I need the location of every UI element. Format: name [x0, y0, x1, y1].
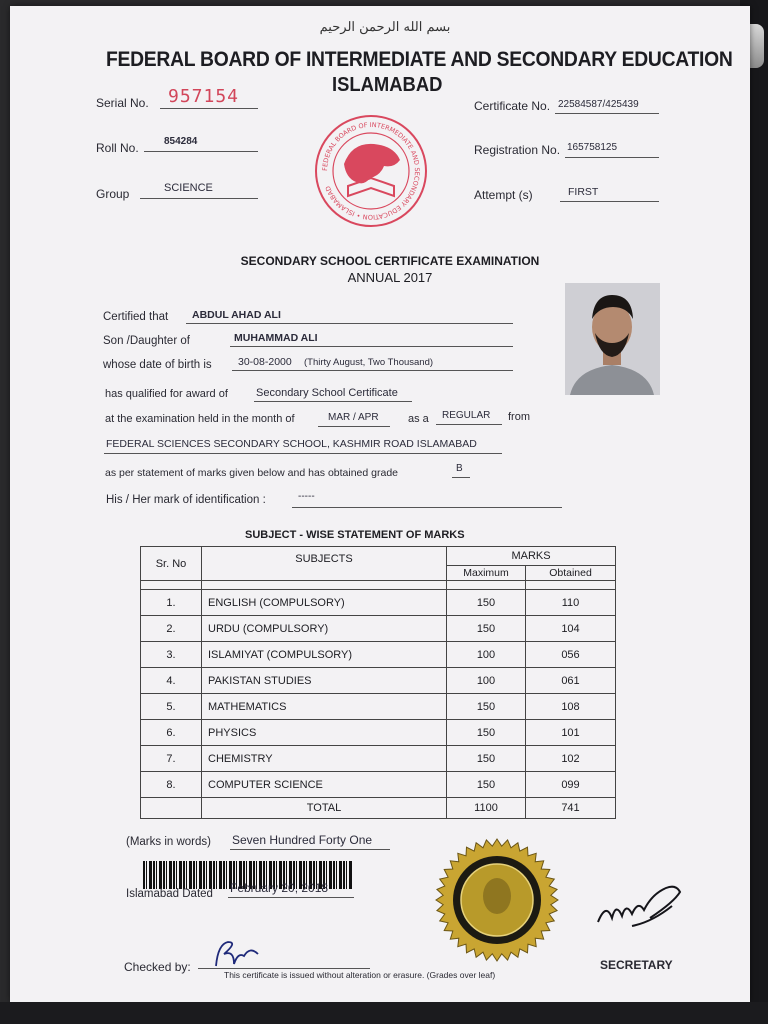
identification-label: His / Her mark of identification :	[106, 494, 266, 506]
issue-notice: This certificate is issued without alteration or erasure. (Grades over leaf)	[224, 970, 496, 980]
certificate-paper	[10, 6, 750, 1002]
col-maximum: Maximum	[447, 566, 526, 581]
attempt-value: FIRST	[568, 186, 599, 198]
marks-row	[141, 694, 616, 720]
words-value: Seven Hundred Forty One	[232, 833, 373, 847]
total-maximum: 1100	[447, 798, 526, 819]
marks-maximum: 100	[447, 642, 526, 668]
col-subjects: SUBJECTS	[202, 547, 447, 581]
marks-maximum: 100	[447, 668, 526, 694]
award-value: Secondary School Certificate	[256, 387, 398, 399]
dob-words: (Thirty August, Two Thousand)	[304, 357, 434, 368]
type-value: REGULAR	[442, 410, 491, 421]
from-label: from	[508, 411, 530, 423]
student-photo	[565, 283, 660, 395]
exam-title: SECONDARY SCHOOL CERTIFICATE EXAMINATION	[240, 254, 540, 268]
dob-label: whose date of birth is	[103, 359, 212, 371]
marks-maximum: 150	[447, 772, 526, 798]
seal-ring-text: FEDERAL BOARD OF INTERMEDIATE AND SECONDARY EDUCATION • ISLAMABAD	[320, 120, 422, 222]
total-obtained: 741	[526, 798, 616, 819]
marks-title: SUBJECT - WISE STATEMENT OF MARKS	[245, 529, 465, 541]
identification-value: -----	[298, 491, 315, 502]
month-underline	[318, 411, 390, 427]
name-underline	[186, 308, 513, 324]
marks-subject: PHYSICS	[202, 720, 447, 746]
gold-seal	[435, 838, 559, 962]
marks-obtained: 110	[526, 590, 616, 616]
award-label: has qualified for award of	[105, 388, 228, 400]
total-label: TOTAL	[202, 798, 447, 819]
as-a-label: as a	[408, 413, 429, 425]
marks-subject: CHEMISTRY	[202, 746, 447, 772]
marks-sr: 4.	[141, 668, 202, 694]
marks-maximum: 150	[447, 746, 526, 772]
marks-subject: ISLAMIYAT (COMPULSORY)	[202, 642, 447, 668]
school-underline	[104, 436, 502, 454]
parent-name: MUHAMMAD ALI	[234, 332, 318, 344]
attempt-label: Attempt (s)	[474, 188, 533, 202]
bismillah-text: بسم الله الرحمن الرحيم	[319, 20, 451, 35]
group-underline	[140, 180, 258, 199]
marks-row	[141, 668, 616, 694]
roll-underline	[144, 134, 258, 152]
checked-underline	[198, 964, 370, 969]
marks-row	[141, 642, 616, 668]
marks-row	[141, 616, 616, 642]
marks-subject: URDU (COMPULSORY)	[202, 616, 447, 642]
marks-obtained: 104	[526, 616, 616, 642]
marks-sr: 7.	[141, 746, 202, 772]
total-row	[141, 798, 616, 819]
marks-obtained: 056	[526, 642, 616, 668]
marks-row	[141, 590, 616, 616]
serial-number: 957154	[168, 86, 240, 107]
certified-label: Certified that	[103, 311, 169, 323]
col-marks: MARKS	[447, 547, 616, 566]
identification-underline	[292, 492, 562, 508]
board-seal	[314, 114, 428, 228]
marks-maximum: 150	[447, 590, 526, 616]
parent-label: Son /Daughter of	[103, 335, 190, 347]
marks-obtained: 108	[526, 694, 616, 720]
marks-obtained: 061	[526, 668, 616, 694]
col-obtained: Obtained	[526, 566, 616, 581]
checked-label: Checked by:	[124, 960, 191, 974]
dated-underline	[228, 880, 354, 898]
registration-underline	[565, 140, 659, 158]
school-name: FEDERAL SCIENCES SECONDARY SCHOOL, KASHMIR ROAD ISLAMABAD	[106, 438, 477, 450]
gold-seal-portrait-icon	[483, 878, 511, 914]
marks-table	[140, 546, 616, 819]
serial-label: Serial No.	[96, 96, 149, 110]
group-value: SCIENCE	[164, 182, 213, 194]
parent-underline	[230, 331, 513, 347]
marks-obtained: 102	[526, 746, 616, 772]
type-underline	[436, 409, 502, 425]
roll-number: 854284	[164, 136, 198, 147]
exam-session: ANNUAL 2017	[347, 270, 433, 285]
marks-obtained: 101	[526, 720, 616, 746]
marks-sr: 3.	[141, 642, 202, 668]
words-label: (Marks in words)	[126, 836, 211, 848]
award-underline	[254, 386, 412, 402]
grade-label: as per statement of marks given below and has obtained grade	[105, 467, 399, 479]
dob-value: 30-08-2000	[238, 356, 292, 368]
board-city: ISLAMABAD	[332, 74, 443, 96]
secretary-signature	[592, 874, 692, 944]
marks-obtained: 099	[526, 772, 616, 798]
marks-row	[141, 746, 616, 772]
registration-number: 165758125	[567, 142, 618, 153]
student-name: ABDUL AHAD ALI	[192, 309, 281, 321]
certificate-underline	[555, 96, 659, 114]
month-label: at the examination held in the month of	[105, 413, 295, 425]
words-underline	[230, 832, 390, 850]
marks-maximum: 150	[447, 616, 526, 642]
month-value: MAR / APR	[328, 412, 379, 423]
board-title: FEDERAL BOARD OF INTERMEDIATE AND SECONDARY EDUCATION	[106, 48, 733, 71]
marks-subject: COMPUTER SCIENCE	[202, 772, 447, 798]
marks-subject: MATHEMATICS	[202, 694, 447, 720]
grade-underline	[452, 463, 470, 478]
marks-sr: 1.	[141, 590, 202, 616]
roll-label: Roll No.	[96, 141, 139, 155]
marks-row	[141, 720, 616, 746]
attempt-underline	[560, 184, 659, 202]
marks-sr: 6.	[141, 720, 202, 746]
marks-maximum: 150	[447, 720, 526, 746]
serial-underline	[160, 84, 258, 109]
col-srno: Sr. No	[141, 547, 202, 581]
marks-row	[141, 772, 616, 798]
group-label: Group	[96, 187, 130, 201]
dob-underline	[232, 355, 513, 371]
marks-sr: 5.	[141, 694, 202, 720]
registration-label: Registration No.	[474, 143, 561, 157]
certificate-number: 22584587/425439	[558, 99, 639, 110]
marks-subject: PAKISTAN STUDIES	[202, 668, 447, 694]
grade-value: B	[456, 463, 463, 474]
marks-subject: ENGLISH (COMPULSORY)	[202, 590, 447, 616]
marks-body	[141, 590, 616, 798]
marks-maximum: 150	[447, 694, 526, 720]
dated-label: Islamabad Dated	[126, 888, 213, 900]
marks-sr: 2.	[141, 616, 202, 642]
dated-value: February 20, 2018	[230, 881, 329, 895]
secretary-label: SECRETARY	[600, 958, 673, 972]
desk-surface	[0, 1002, 768, 1024]
marks-sr: 8.	[141, 772, 202, 798]
certificate-label: Certificate No.	[474, 99, 551, 113]
